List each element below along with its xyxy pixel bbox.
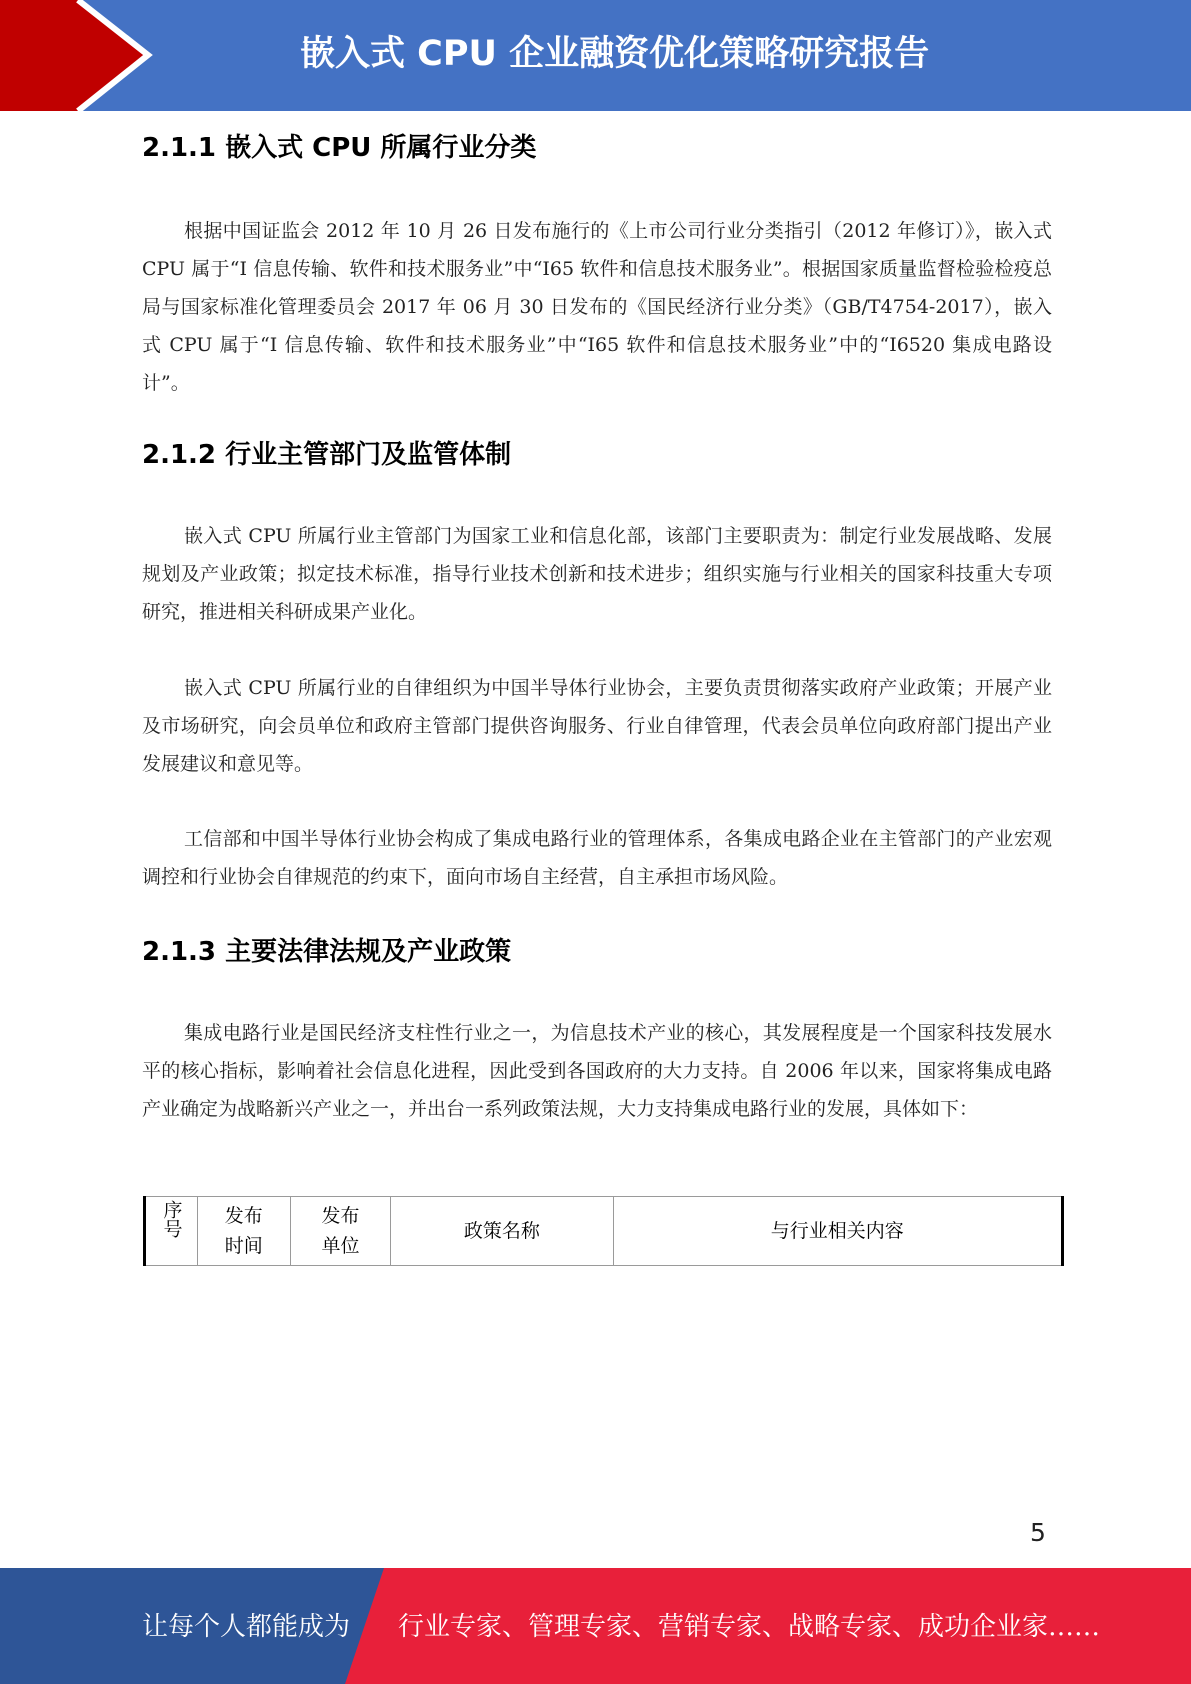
section-heading-2-1-3: 2.1.3 主要法律法规及产业政策: [142, 937, 512, 967]
paragraph: 根据中国证监会 2012 年 10 月 26 日发布施行的《上市公司行业分类指引（2012 年修订）》，嵌入式 CPU 属于“I 信息传输、软件和技术服务业”中“I65 软件和信息技术服务业”。根据国家质量监督检验检疫总局与国家标准化管理委员会 2017 年 06 月 30 日发布的《国民经济行业分类》（GB/T4754-2017），嵌入式 CPU 属于“I 信息传输、软件和技术服务业”中“I65 软件和信息技术服务业”中的“I6520 集成电路设计”。: [142, 220, 1052, 394]
paragraph: 工信部和中国半导体行业协会构成了集成电路行业的管理体系，各集成电路企业在主管部门的产业宏观调控和行业协会自律规范的约束下，面向市场自主经营，自主承担市场风险。: [142, 828, 1052, 888]
column-header-related-content: 与行业相关内容: [613, 1197, 1062, 1266]
report-title: 嵌入式 CPU 企业融资优化策略研究报告: [300, 34, 930, 74]
page-number: 5: [1030, 1518, 1046, 1547]
table-header-row: [145, 1197, 1063, 1266]
header-arrow-decoration: [0, 0, 160, 111]
policy-table: [143, 1196, 1064, 1266]
paragraph: 嵌入式 CPU 所属行业主管部门为国家工业和信息化部，该部门主要职责为：制定行业发展战略、发展规划及产业政策；拟定技术标准，指导行业技术创新和技术进步；组织实施与行业相关的国家科技重大专项研究，推进相关科研成果产业化。: [142, 525, 1052, 623]
paragraph: 嵌入式 CPU 所属行业的自律组织为中国半导体行业协会，主要负责贯彻落实政府产业政策；开展产业及市场研究，向会员单位和政府主管部门提供咨询服务、行业自律管理，代表会员单位向政府部门提出产业发展建议和意见等。: [142, 677, 1052, 775]
header-banner: [0, 0, 1191, 111]
footer-banner: [0, 1568, 1191, 1684]
column-header-issuer: 发布 单位: [290, 1197, 391, 1266]
paragraph: 集成电路行业是国民经济支柱性行业之一，为信息技术产业的核心，其发展程度是一个国家科技发展水平的核心指标，影响着社会信息化进程，因此受到各国政府的大力支持。自 2006 年以来，国家将集成电路产业确定为战略新兴产业之一，并出台一系列政策法规，大力支持集成电路行业的发展，具体如下：: [142, 1022, 1052, 1120]
column-header-index: 序号: [145, 1197, 198, 1266]
footer-slogan-right: 行业专家、管理专家、营销专家、战略专家、成功企业家……: [398, 1612, 1101, 1642]
section-heading-2-1-2: 2.1.2 行业主管部门及监管体制: [142, 440, 512, 470]
section-heading-2-1-1: 2.1.1 嵌入式 CPU 所属行业分类: [142, 133, 537, 163]
column-header-release-date: 发布 时间: [197, 1197, 290, 1266]
footer-slogan-left: 让每个人都能成为: [142, 1612, 351, 1642]
column-header-policy-name: 政策名称: [391, 1197, 613, 1266]
